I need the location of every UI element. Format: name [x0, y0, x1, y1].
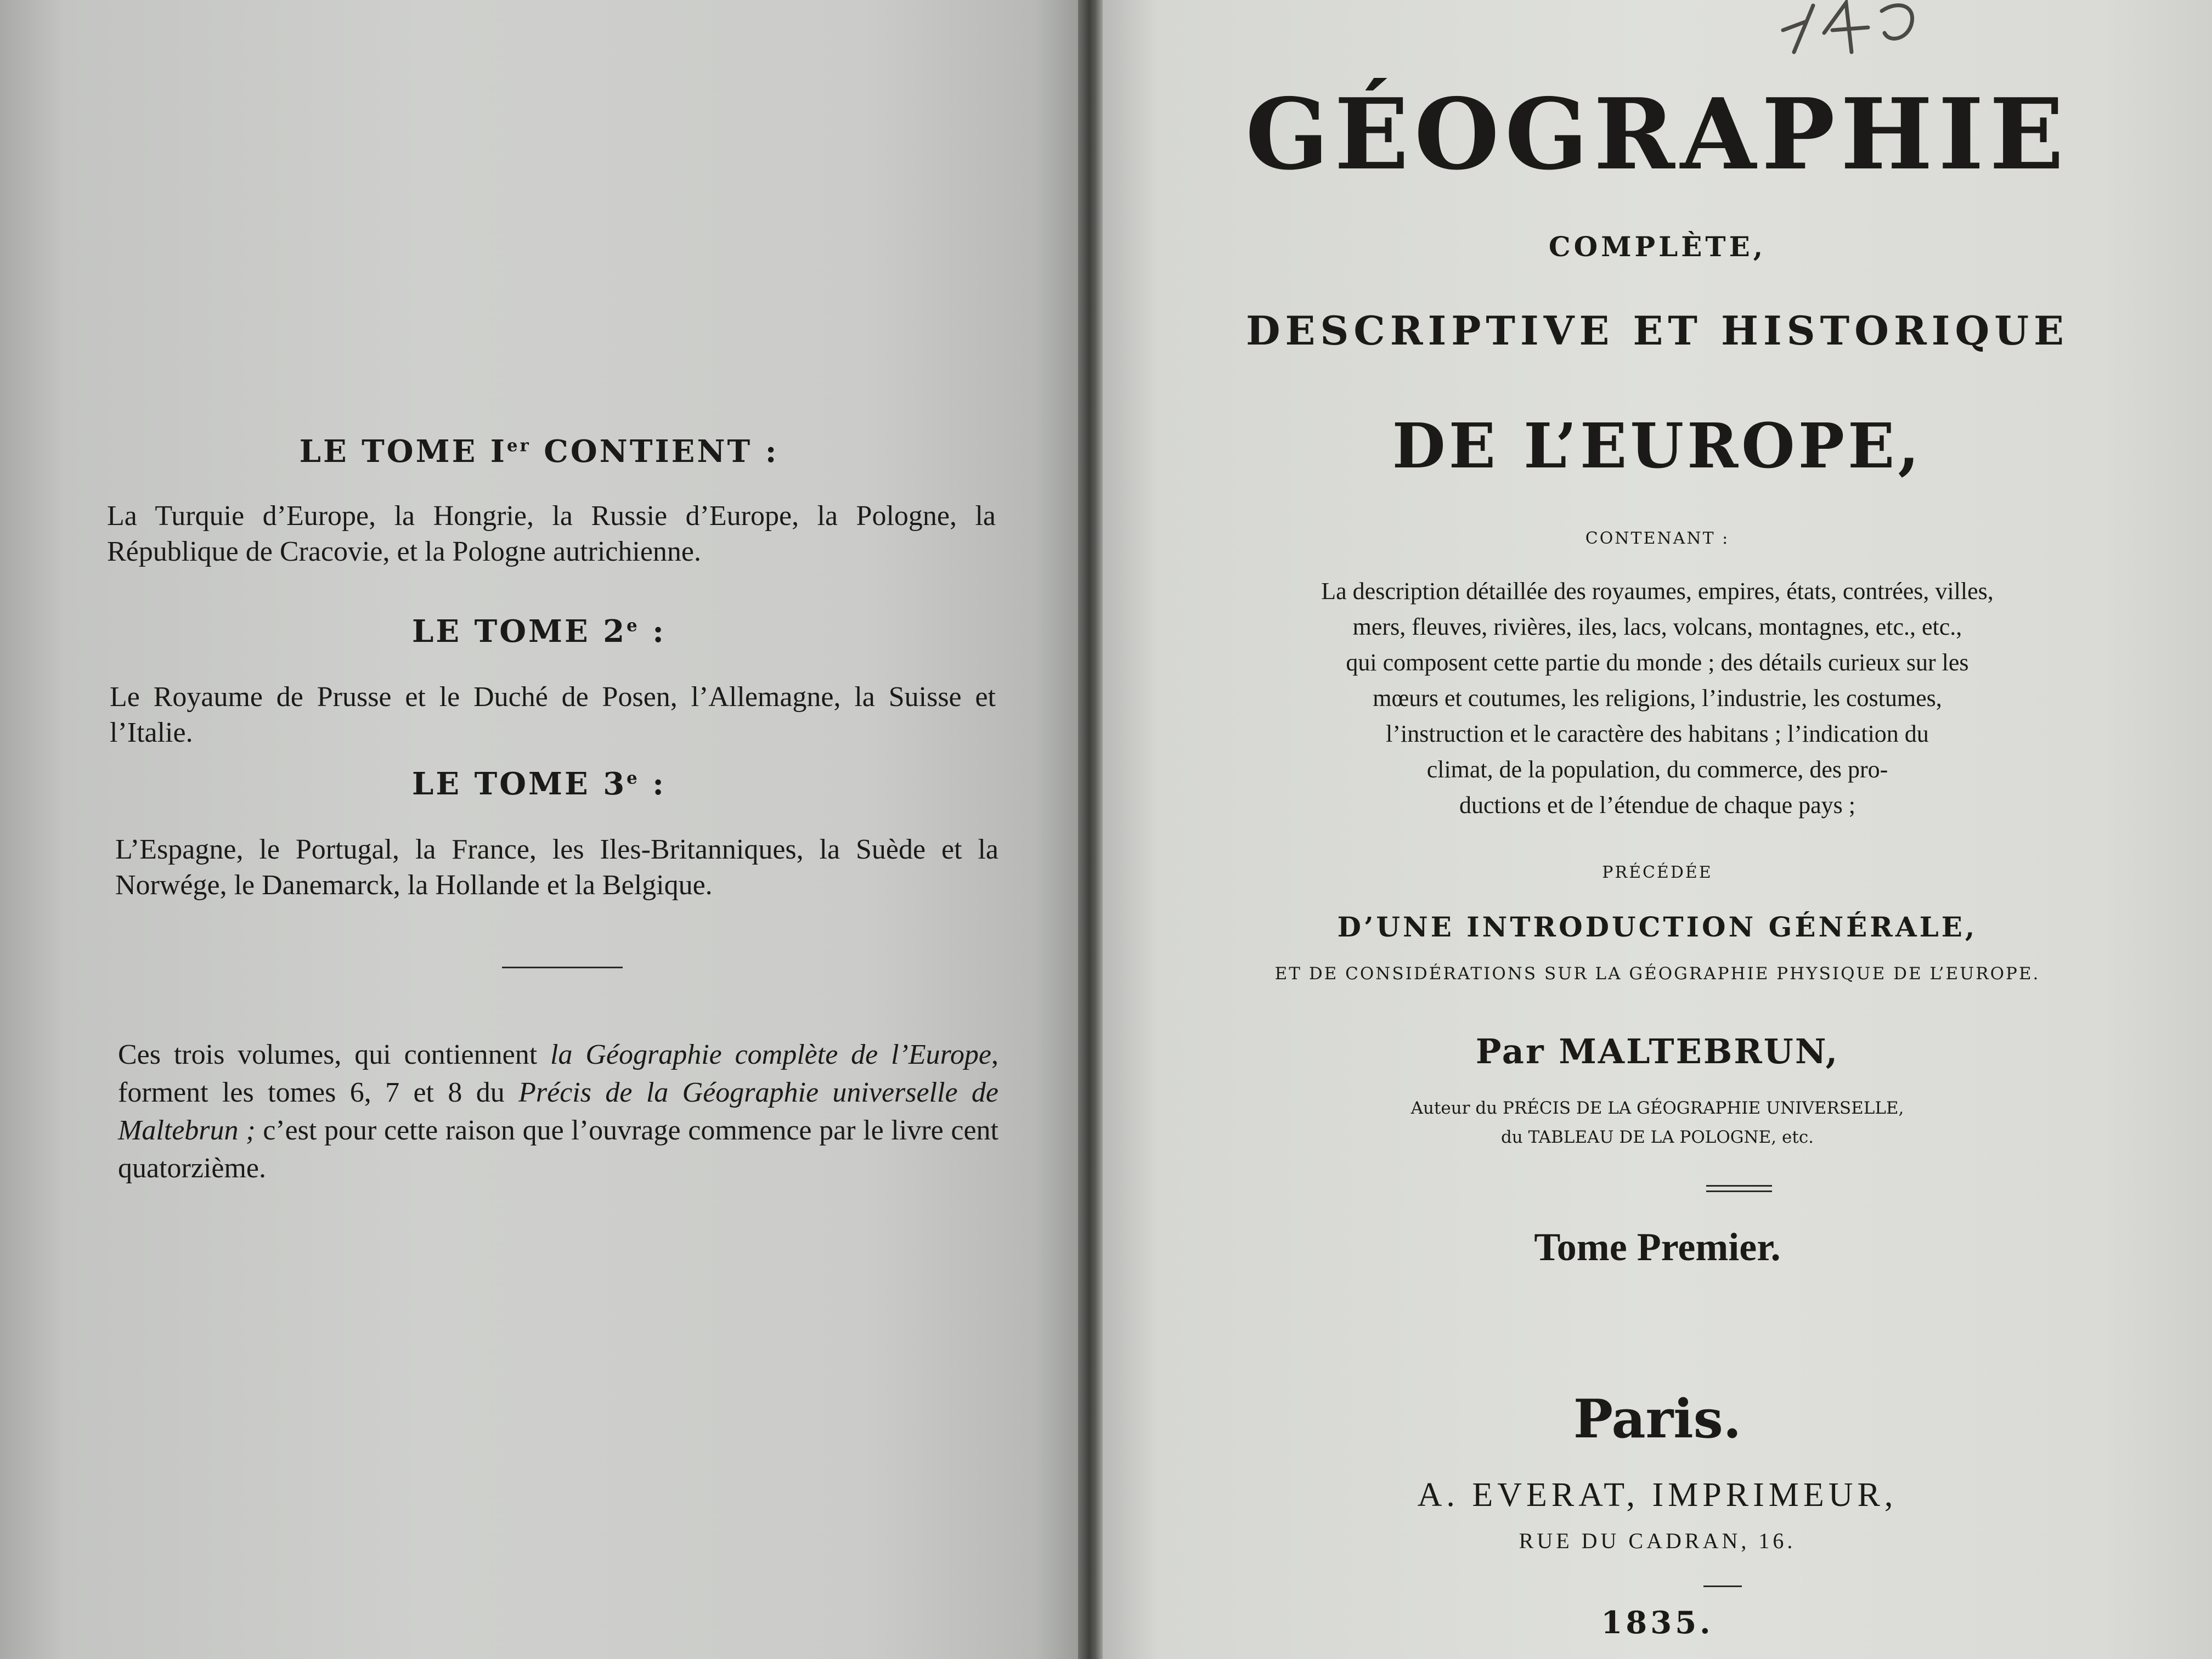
left-divider	[502, 967, 623, 968]
tome3-text: L’Espagne, le Portugal, la France, les Iles-Britanniques, la Suède et la Norwége, le Danemarck, la Hollande et la Belgique.	[115, 834, 998, 901]
tome-premier: Tome Premier.	[1534, 1225, 1781, 1269]
handwritten-mark-text: 14	[1772, 0, 1773, 1]
considerations-line: ET DE CONSIDÉRATIONS SUR LA GÉOGRAPHIE PHYSIQUE DE L’EUROPE.	[1274, 964, 2040, 984]
author-line: Par MALTEBRUN,	[1475, 1031, 1839, 1071]
description-line: ductions et de l’étendue de chaque pays ;	[1459, 792, 1856, 819]
precedee-label: PRÉCÉDÉE	[1602, 863, 1713, 882]
author-works-line1: Auteur du PRÉCIS DE LA GÉOGRAPHIE UNIVERSELLE,	[1410, 1098, 1904, 1118]
page-title: GÉOGRAPHIE	[1245, 77, 2069, 191]
left-page	[0, 0, 1078, 1659]
double-rule-bottom	[1706, 1190, 1772, 1192]
introduction-line: D’UNE INTRODUCTION GÉNÉRALE,	[1337, 911, 1978, 943]
tome2-text: Le Royaume de Prusse et le Duché de Posen, l’Allemagne, la Suisse et l’Italie.	[110, 681, 996, 748]
tome3-heading: LE TOME 3e :	[412, 766, 666, 802]
description-line: qui composent cette partie du monde ; des détails curieux sur les	[1346, 649, 1969, 676]
subtitle-europe: DE L’EUROPE,	[1392, 410, 1923, 482]
subtitle-complete: COMPLÈTE,	[1548, 230, 1767, 263]
tome1-text: La Turquie d’Europe, la Hongrie, la Russie d’Europe, la Pologne, la République de Cracovie, et la Pologne autrichienne.	[107, 500, 996, 567]
city: Paris.	[1573, 1388, 1742, 1450]
tome1-heading: LE TOME Ier CONTIENT :	[299, 433, 779, 470]
volumes-note: Ces trois volumes, qui contiennent la Géographie complète de l’Europe, forment les tomes 6, 7 et 8 du Précis de la Géographie universelle de Maltebrun ; c’est pour cette raison que l’ouvrage commence par le livre cent quatorzième.	[118, 1039, 999, 1184]
bottom-rule	[1703, 1585, 1742, 1587]
contenant-label: CONTENANT :	[1585, 529, 1730, 548]
book-gutter	[1078, 0, 1103, 1659]
year: 1835.	[1601, 1605, 1714, 1641]
tome2-heading: LE TOME 2e :	[412, 613, 666, 650]
double-rule-top	[1706, 1185, 1772, 1187]
description-line: mœurs et coutumes, les religions, l’industrie, les costumes,	[1373, 685, 1942, 712]
author-works-line2: du TABLEAU DE LA POLOGNE, etc.	[1500, 1127, 1814, 1147]
address: RUE DU CADRAN, 16.	[1519, 1528, 1796, 1553]
description-line: climat, de la population, du commerce, des pro-	[1426, 756, 1888, 783]
description-block	[1103, 573, 2212, 823]
description-line: mers, fleuves, rivières, iles, lacs, volcans, montagnes, etc., etc.,	[1352, 613, 1962, 640]
subtitle-descriptive: DESCRIPTIVE ET HISTORIQUE	[1246, 307, 2069, 354]
right-page	[1103, 0, 2212, 1659]
description-line: l’instruction et le caractère des habitans ; l’indication du	[1386, 720, 1929, 747]
description-line: La description détaillée des royaumes, empires, états, contrées, villes,	[1321, 578, 1994, 605]
handwritten-mark	[1772, 0, 1970, 60]
printer: A. EVERAT, IMPRIMEUR,	[1417, 1476, 1898, 1514]
